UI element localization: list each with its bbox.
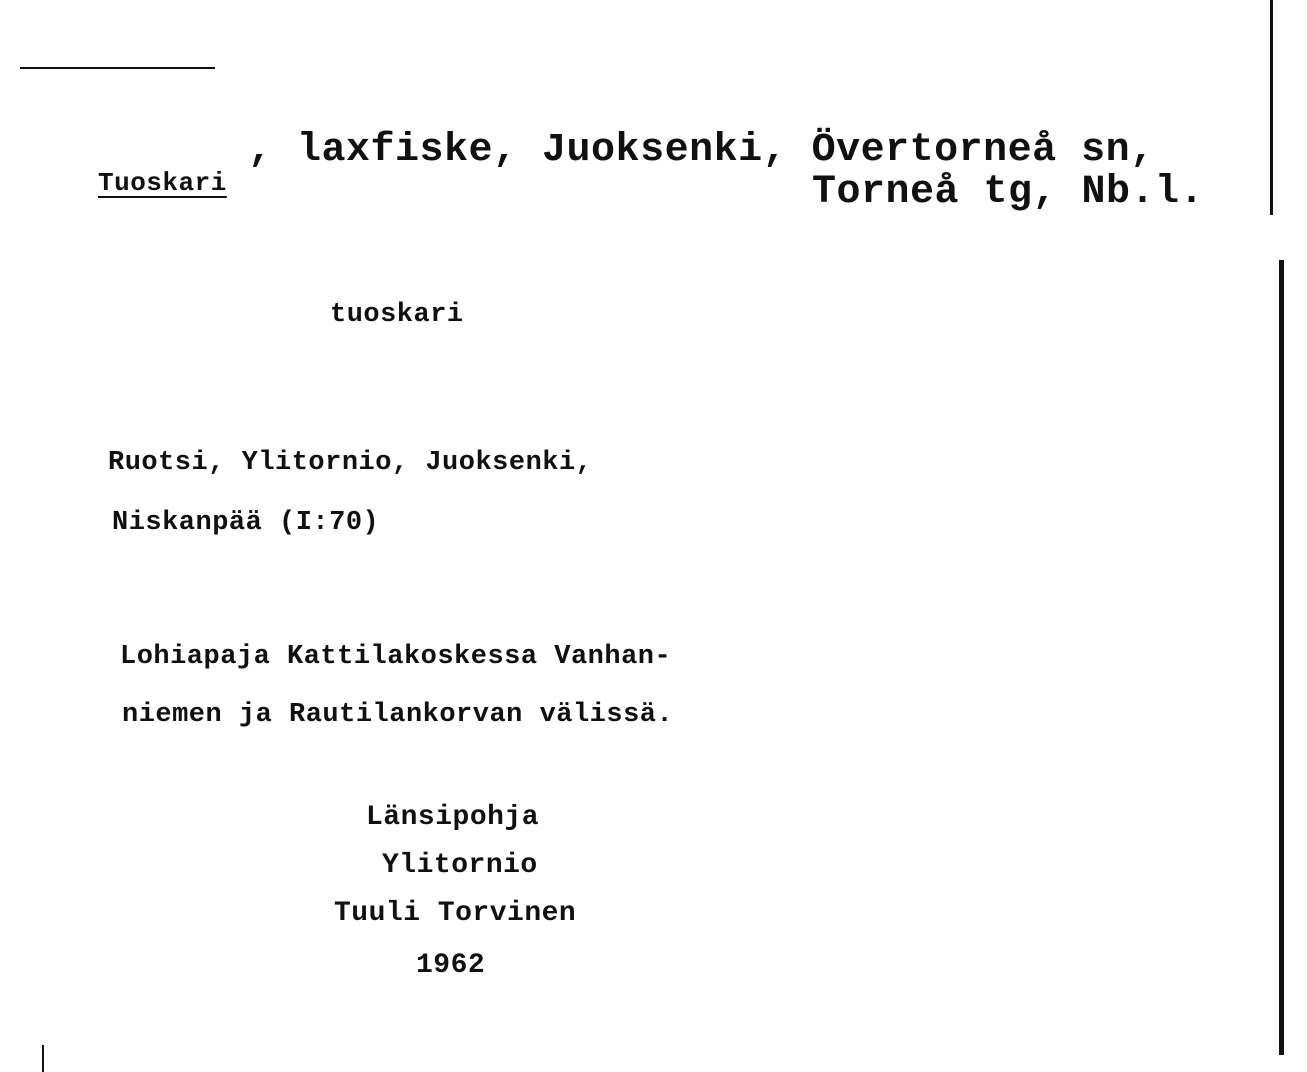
headword: Tuoskari (98, 168, 227, 198)
description-line-1: Lohiapaja Kattilakoskessa Vanhan- (120, 642, 672, 672)
location-line-1: Ruotsi, Ylitornio, Juoksenki, (108, 448, 593, 478)
heading-line-1: , laxfiske, Juoksenki, Övertorneå sn, (248, 128, 1155, 173)
name-form: tuoskari (330, 300, 464, 330)
heading-line-2: Torneå tg, Nb.l. (812, 170, 1205, 215)
collector-name: Tuuli Torvinen (334, 898, 577, 929)
top-left-rule (20, 67, 215, 69)
right-edge-line-lower (1279, 260, 1284, 1055)
description-line-2: niemen ja Rautilankorvan välissä. (122, 700, 674, 730)
region: Länsipohja (366, 802, 540, 833)
parish: Ylitornio (382, 850, 538, 881)
year: 1962 (416, 950, 486, 981)
bottom-left-mark (42, 1045, 44, 1072)
right-edge-line-upper (1270, 0, 1273, 215)
location-line-2: Niskanpää (I:70) (112, 508, 380, 538)
